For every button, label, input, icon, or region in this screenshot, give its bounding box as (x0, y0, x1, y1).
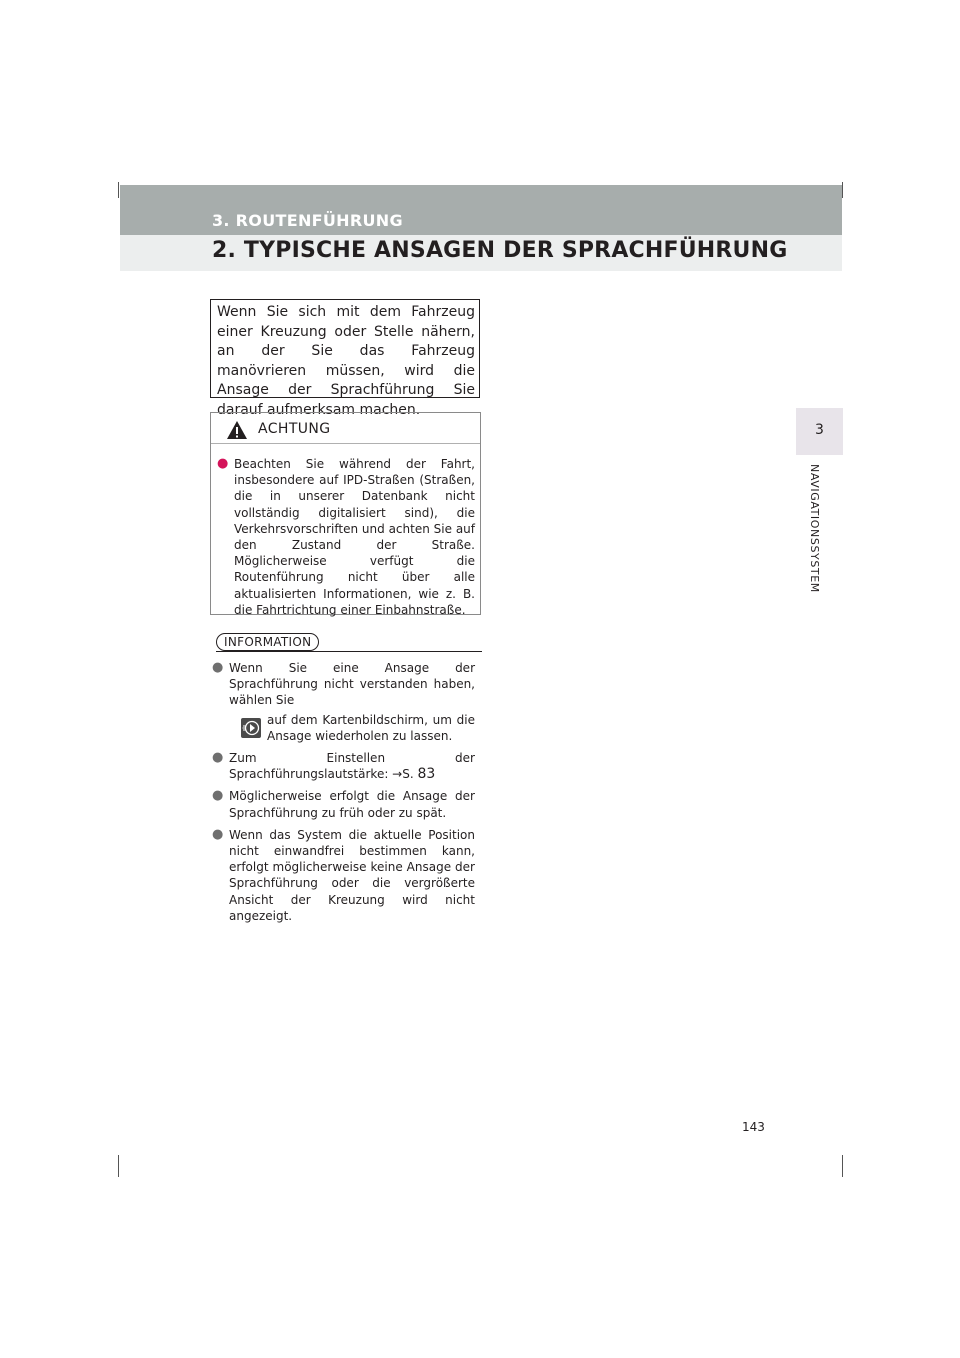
crop-mark-top-right (842, 182, 843, 198)
bullet-icon: ● (212, 660, 224, 675)
chapter-side-label: NAVIGATIONSSYSTEM (808, 464, 821, 593)
caution-body (217, 456, 475, 618)
chapter-tab[interactable] (796, 408, 843, 455)
information-body (212, 660, 475, 930)
info-item-2-text: Zum Einstellen der Sprachführungslautstärke: →S. (229, 751, 475, 782)
caution-title: ACHTUNG (258, 421, 331, 437)
info-item-1-text-before: Wenn Sie eine Ansage der Sprachführung nicht verstanden haben, wählen Sie (229, 661, 475, 708)
bullet-icon: ● (212, 750, 224, 766)
info-item-1-text-after: auf dem Kartenbildschirm, um die Ansage wiederholen zu lassen. (267, 712, 475, 743)
caution-item-text: Beachten Sie während der Fahrt, insbesondere auf IPD-Straßen (Straßen, die in unserer Datenbank nicht vollständig digitalisiert sind), die Verkehrsvorschriften und achten Sie auf den Zustand der Straße. Möglicherweise verfügt die Routenführung nicht über alle aktualisierten Informationen, wie z. B. die Fahrtrichtung einer Einbahnstraße. (234, 457, 475, 617)
intro-box (210, 299, 480, 418)
voice-repeat-icon[interactable] (241, 718, 261, 738)
intro-text: Wenn Sie sich mit dem Fahrzeug einer Kreuzung oder Stelle nähern, an der Sie das Fahrzeug manövrieren müssen, wird die Ansage der Sprachführung Sie darauf aufmerksam machen. (217, 304, 475, 418)
info-item-4-text: Wenn das System die aktuelle Position nicht einwandfrei bestimmen kann, erfolgt möglicherweise keine Ansage der Sprachführung oder die vergrößerte Ansicht der Kreuzung wird nicht angezeigt. (229, 827, 475, 923)
chapter-label: 3. ROUTENFÜHRUNG (212, 211, 403, 230)
crop-mark-bottom-left (118, 1155, 119, 1177)
information-rule (216, 651, 482, 652)
caution-item (217, 456, 475, 618)
crop-mark-top-left (118, 182, 119, 198)
crop-mark-bottom-right (842, 1155, 843, 1177)
info-item (212, 827, 475, 924)
info-item (212, 750, 475, 782)
caution-header (211, 413, 480, 444)
info-item (212, 788, 475, 820)
information-label: INFORMATION (216, 633, 319, 651)
bullet-icon: ● (212, 826, 224, 842)
caution-box (210, 412, 481, 615)
info-item-3-text: Möglicherweise erfolgt die Ansage der Sprachführung zu früh oder zu spät. (229, 789, 475, 820)
section-title: 2. TYPISCHE ANSAGEN DER SPRACHFÜHRUNG (212, 238, 788, 263)
page-number: 143 (742, 1120, 765, 1134)
info-item (212, 660, 475, 744)
page-reference-link[interactable]: 83 (417, 766, 436, 783)
chapter-tab-number: 3 (815, 422, 824, 438)
bullet-icon: ● (212, 788, 224, 804)
bullet-icon: ● (217, 456, 229, 471)
warning-triangle-icon (226, 420, 248, 444)
